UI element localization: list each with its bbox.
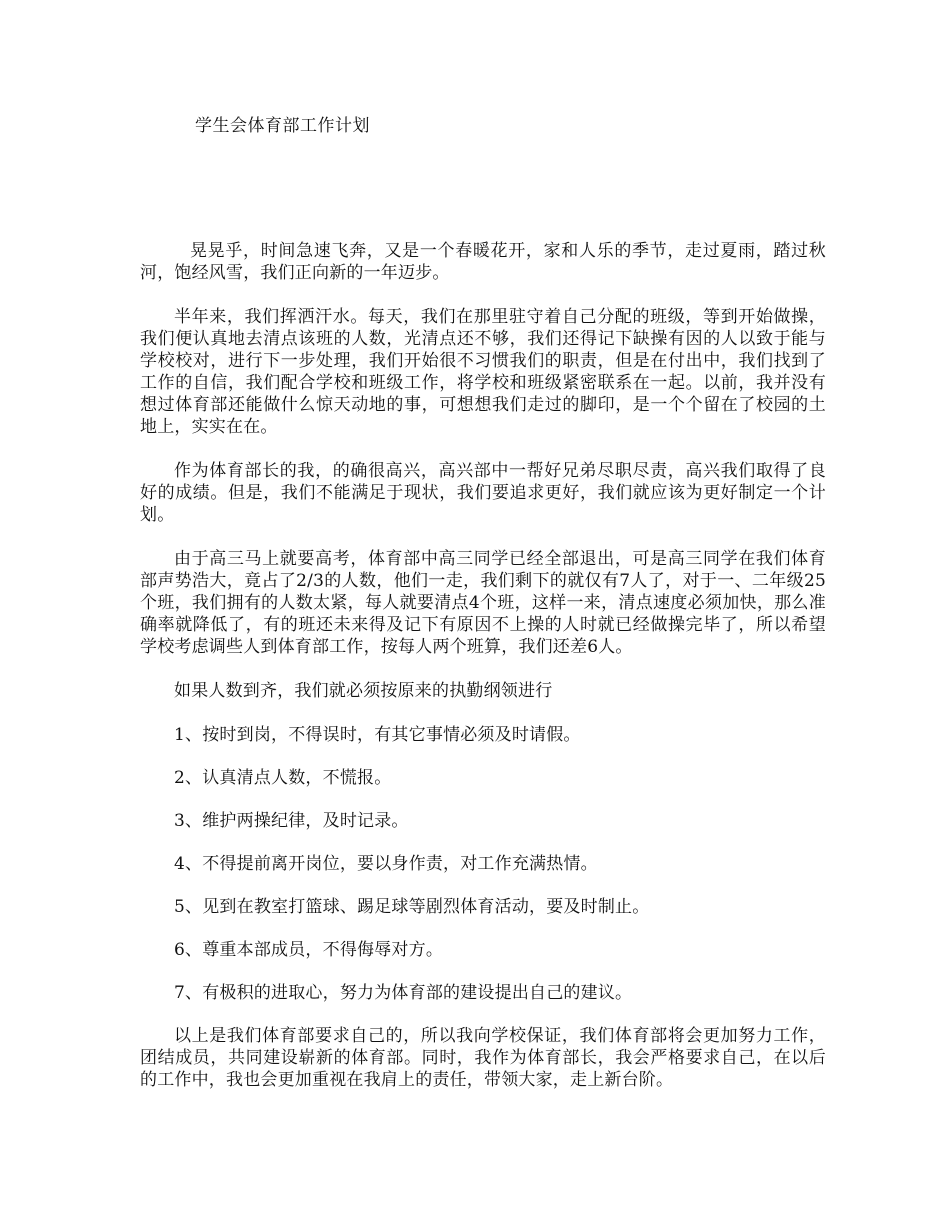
document-title: 学生会体育部工作计划 [195, 116, 370, 136]
duty-rules-list [140, 724, 826, 1004]
rules-intro-paragraph: 如果人数到齐，我们就必须按原来的执勤纲领进行 [174, 681, 553, 701]
duty-rule-item: 2、认真清点人数，不慌报。 [174, 768, 392, 788]
body-paragraph: 作为体育部长的我，的确很高兴，高兴部中一帮好兄弟尽职尽责，高兴我们取得了良好的成绩。但是，我们不能满足于现状，我们要追求更好，我们就应该为更好制定一个计划。 [140, 461, 826, 525]
body-paragraph: 半年来，我们挥洒汗水。每天，我们在那里驻守着自己分配的班级，等到开始做操，我们便认真地去清点该班的人数，光清点还不够，我们还得记下缺操有因的人以致于能与学校校对，进行下一步处理，我们开始很不习惯我们的职责，但是在付出中，我们找到了工作的自信，我们配合学校和班级工作，将学校和班级紧密联系在一起。以前，我并没有想过体育部还能做什么惊天动地的事，可想想我们走过的脚印，是一个个留在了校园的土地上，实实在在。 [140, 307, 826, 437]
duty-rule-item: 1、按时到岗，不得误时，有其它事情必须及时请假。 [174, 725, 581, 745]
duty-rule-item: 4、不得提前离开岗位，要以身作责，对工作充满热情。 [174, 854, 598, 874]
duty-rule-item: 3、维护两操纪律，及时记录。 [174, 811, 409, 831]
duty-rule-item: 5、见到在教室打篮球、踢足球等剧烈体育活动，要及时制止。 [174, 897, 650, 917]
closing-paragraph: 以上是我们体育部要求自己的，所以我向学校保证，我们体育部将会更加努力工作，团结成员，共同建设崭新的体育部。同时，我作为体育部长，我会严格要求自己，在以后的工作中，我也会更加重视在我肩上的责任，带领大家，走上新台阶。 [140, 1026, 826, 1090]
intro-paragraph: 晃晃乎，时间急速飞奔，又是一个春暖花开，家和人乐的季节，走过夏雨，踏过秋河，饱经风雪，我们正向新的一年迈步。 [140, 241, 826, 283]
body-paragraph: 由于高三马上就要高考，体育部中高三同学已经全部退出，可是高三同学在我们体育部声势浩大，竟占了2/3的人数，他们一走，我们剩下的就仅有7人了，对于一、二年级25个班，我们拥有的人数太紧，每人就要清点4个班，这样一来，清点速度必须加快，那么准确率就降低了，有的班还未来得及记下有原因不上操的人时就已经做操完毕了，所以希望学校考虑调些人到体育部工作，按每人两个班算，我们还差6人。 [140, 549, 826, 657]
document-body [140, 240, 826, 1113]
duty-rule-item: 7、有极积的进取心，努力为体育部的建设提出自己的建议。 [174, 983, 633, 1003]
duty-rule-item: 6、尊重本部成员，不得侮辱对方。 [174, 940, 444, 960]
